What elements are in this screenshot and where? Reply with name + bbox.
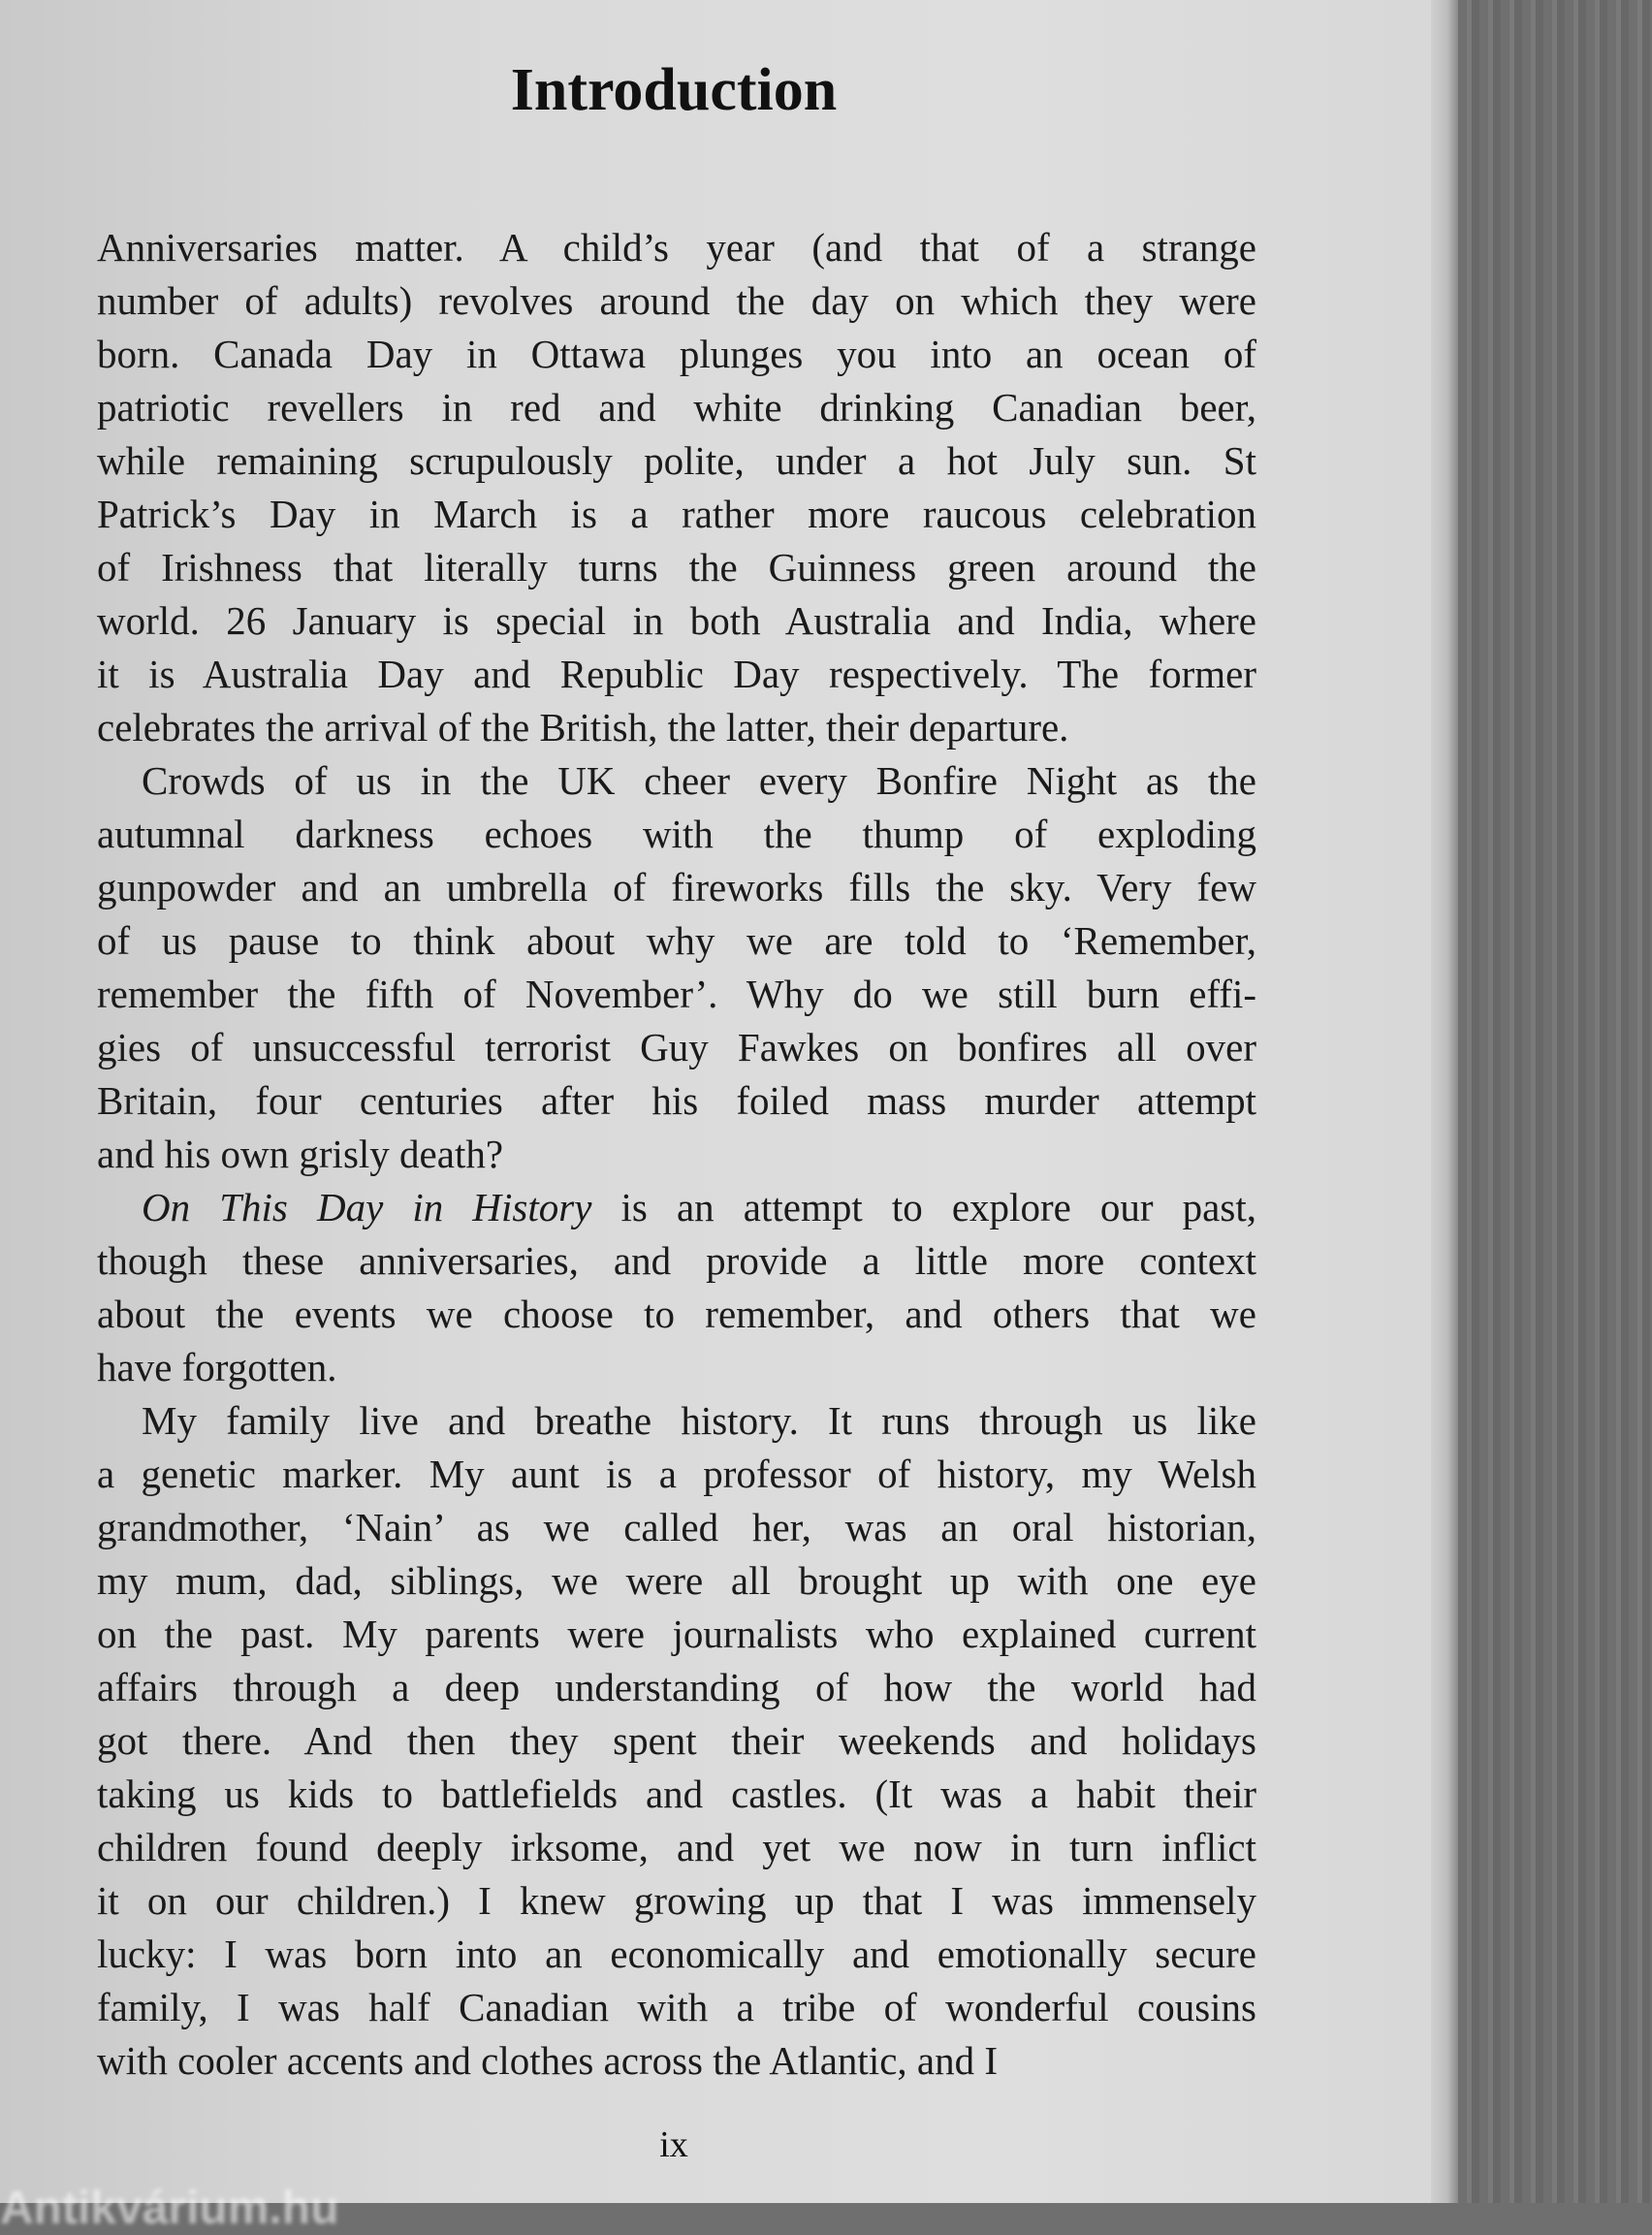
text-line: Crowds of us in the UK cheer every Bonfire Night as the (142, 758, 1256, 803)
paragraph (97, 1181, 1256, 1394)
text-line: autumnal darkness echoes with the thump of exploding (97, 812, 1256, 856)
text-line: children found deeply irksome, and yet we now in turn inflict (97, 1825, 1256, 1869)
body-text (97, 221, 1256, 2088)
chapter-title: Introduction (510, 57, 838, 123)
text-line: Patrick’s Day in March is a rather more raucous celebration (97, 492, 1256, 536)
text-line: gies of unsuccessful terrorist Guy Fawkes on bonfires all over (97, 1025, 1256, 1070)
text-line: with cooler accents and clothes across the Atlantic, and I (97, 2038, 999, 2083)
paragraph (97, 221, 1256, 754)
text-line: born. Canada Day in Ottawa plunges you into an ocean of (97, 332, 1256, 376)
text-line: Britain, four centuries after his foiled mass murder attempt (97, 1078, 1256, 1123)
text-span: is an attempt to explore our past, (591, 1185, 1256, 1229)
text-line: though these anniversaries, and provide a little more context (97, 1238, 1256, 1283)
text-line: my mum, dad, siblings, we were all brought up with one eye (97, 1558, 1256, 1603)
text-line: about the events we choose to remember, and others that we (97, 1292, 1256, 1336)
text-line: family, I was half Canadian with a tribe of wonderful cousins (97, 1985, 1256, 2029)
text-line: it is Australia Day and Republic Day respectively. The former (97, 652, 1256, 696)
paragraph (97, 754, 1256, 1181)
text-line: of us pause to think about why we are told to ‘Remember, (97, 918, 1256, 963)
text-line: grandmother, ‘Nain’ as we called her, was an oral historian, (97, 1505, 1256, 1549)
text-line: while remaining scrupulously polite, under a hot July sun. St (97, 438, 1256, 483)
text-line: got there. And then they spent their weekends and holidays (97, 1718, 1256, 1763)
text-line: a genetic marker. My aunt is a professor of history, my Welsh (97, 1452, 1256, 1496)
text-line: number of adults) revolves around the day on which they were (97, 278, 1256, 323)
text-line: of Irishness that literally turns the Guinness green around the (97, 545, 1256, 590)
text-line: world. 26 January is special in both Australia and India, where (97, 598, 1256, 643)
text-line: remember the fifth of November’. Why do we still burn effi- (97, 972, 1256, 1016)
text-line: it on our children.) I knew growing up that I was immensely (97, 1878, 1256, 1923)
text-line: patriotic revellers in red and white drinking Canadian beer, (97, 385, 1256, 430)
page-number: ix (659, 2124, 688, 2165)
text-line: taking us kids to battlefields and castles. (It was a habit their (97, 1772, 1256, 1816)
text-line: celebrates the arrival of the British, the latter, their departure. (97, 705, 1069, 750)
text-line: lucky: I was born into an economically and emotionally secure (97, 1932, 1256, 1976)
text-line (97, 1181, 1256, 1234)
text-line: have forgotten. (97, 1345, 337, 1389)
book-title-italic: On This Day in History (142, 1185, 592, 1229)
paragraph (97, 1394, 1256, 2088)
text-line: Anniversaries matter. A child’s year (and that of a strange (97, 225, 1256, 270)
text-line: affairs through a deep understanding of how the world had (97, 1665, 1256, 1709)
watermark: Antikvárium.hu (0, 2183, 339, 2234)
text-line: My family live and breathe history. It runs through us like (142, 1398, 1256, 1443)
text-line: gunpowder and an umbrella of fireworks fills the sky. Very few (97, 865, 1256, 910)
text-line: on the past. My parents were journalists who explained current (97, 1612, 1256, 1656)
background-surface (1458, 0, 1652, 2203)
text-line: and his own grisly death? (97, 1132, 504, 1176)
page-edge (1431, 0, 1458, 2203)
